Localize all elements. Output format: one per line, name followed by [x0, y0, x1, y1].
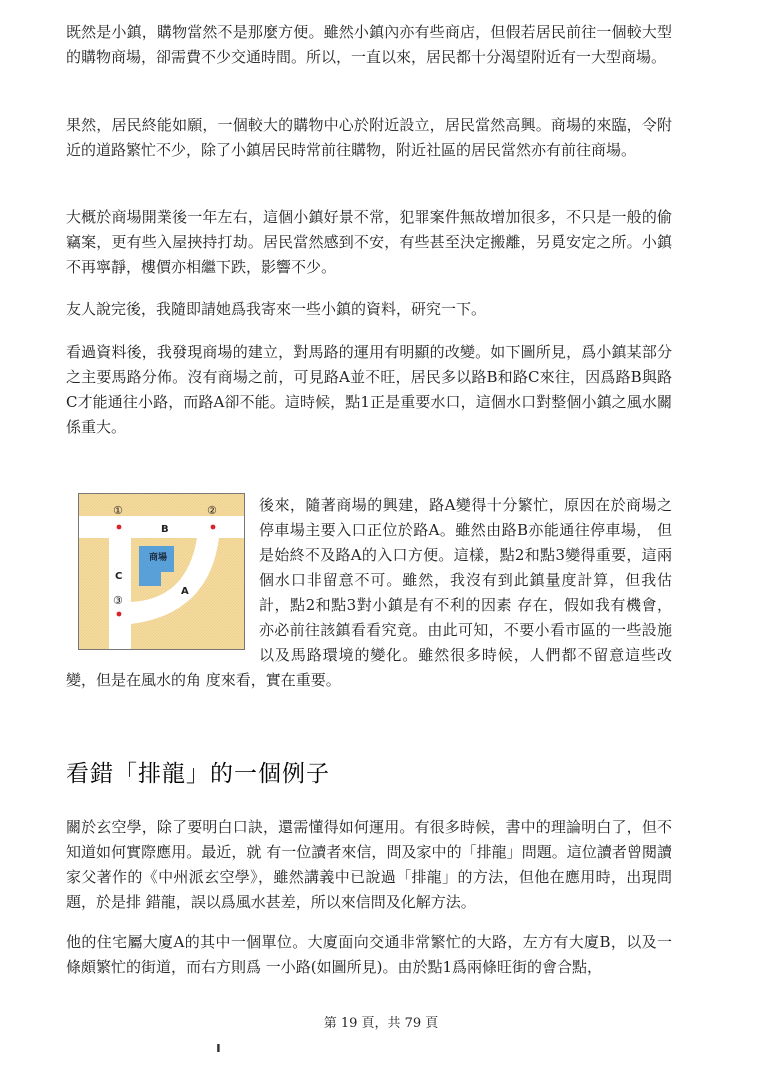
road-c	[109, 516, 131, 649]
road-label-c: C	[115, 571, 123, 582]
point-label-1: ①	[113, 504, 123, 517]
figure-paragraph-block	[66, 493, 672, 693]
road-label-a: A	[181, 586, 189, 597]
paragraph-7: 關於玄空學，除了要明白口訣，還需懂得如何運用。有很多時候，書中的理論明白了，但不知道如何實際應用。最近，就 有一位讀者來信，問及家中的「排龍」問題。這位讀者曾閱讀家父著作的《中州派玄空學》，雖然講義中已說過「排龍」的方法，但他在應用時，出現問題，於是排 錯龍，誤以爲風水甚差，所以來信問及化解方法。	[66, 818, 672, 911]
point-3-marker	[117, 612, 122, 617]
road-label-b: B	[161, 524, 169, 535]
paragraph-5: 看過資料後，我發現商場的建立，對馬路的運用有明顯的改變。如下圖所見，爲小鎮某部分之主要馬路分佈。沒有商場之前，可見路A並不旺，居民多以路B和路C來往，因爲路B與路C才能通往小路，而路A卻不能。這時候，點1正是重要水口，這個水口對整個小鎮之風水關係重大。	[66, 343, 672, 436]
paragraph-4: 友人說完後，我隨即請她爲我寄來一些小鎮的資料，研究一下。	[66, 300, 487, 318]
point-label-2: ②	[207, 504, 217, 517]
paragraph-2: 果然，居民終能如願，一個較大的購物中心於附近設立，居民當然高興。商場的來臨，令附近的道路繁忙不少，除了小鎮居民時常前往購物，附近社區的居民當然亦有前往商場。	[66, 116, 672, 159]
point-label-3: ③	[113, 594, 123, 607]
paragraph-1: 既然是小鎮，購物當然不是那麼方便。雖然小鎮內亦有些商店，但假若居民前往一個較大型的購物商場，卻需費不少交通時間。所以，一直以來，居民都十分渴望附近有一大型商場。	[66, 23, 672, 66]
road-map-figure	[78, 493, 245, 650]
paragraph-8: 他的住宅屬大廈A的其中一個單位。大廈面向交通非常繁忙的大路，左方有大廈B，以及一條頗繁忙的街道，而右方則爲 一小路(如圖所見)。由於點1爲兩條旺街的會合點，	[66, 933, 672, 976]
mall-label: 商場	[149, 553, 168, 563]
corner-mark: ı	[216, 1040, 221, 1056]
point-1-marker	[117, 525, 122, 530]
paragraph-6: 後來，隨著商場的興建，路A變得十分繁忙，原因在於商場之停車場主要入口正位於路A。雖然由路B亦能通往停車場， 但是始終不及路A的入口方便。這樣，點2和點3變得重要，這兩個水口非留意不可。雖然，我沒有到此鎮量度計算，但我估計，點2和點3對小鎮是有不利的因素 存在，假如我有機會，亦必前往該鎮看看究竟。由此可知，不要小看市區的一些設施以及馬路環境的變化。雖然很多時候，人們都不留意這些改變，但是在風水的角 度來看，實在重要。	[66, 496, 672, 689]
section-heading: 看錯「排龍」的一個例子	[66, 761, 330, 787]
point-2-marker	[211, 525, 216, 530]
paragraph-3: 大概於商場開業後一年左右，這個小鎮好景不常，犯罪案件無故增加很多，不只是一般的偷竊案，更有些入屋挾持打劫。居民當然感到不安，有些甚至決定搬離，另覓安定之所。小鎮不再寧靜，樓價亦相繼下跌，影響不少。	[66, 208, 672, 276]
page-footer: 第 19 頁，共 79 頁	[323, 1016, 439, 1031]
